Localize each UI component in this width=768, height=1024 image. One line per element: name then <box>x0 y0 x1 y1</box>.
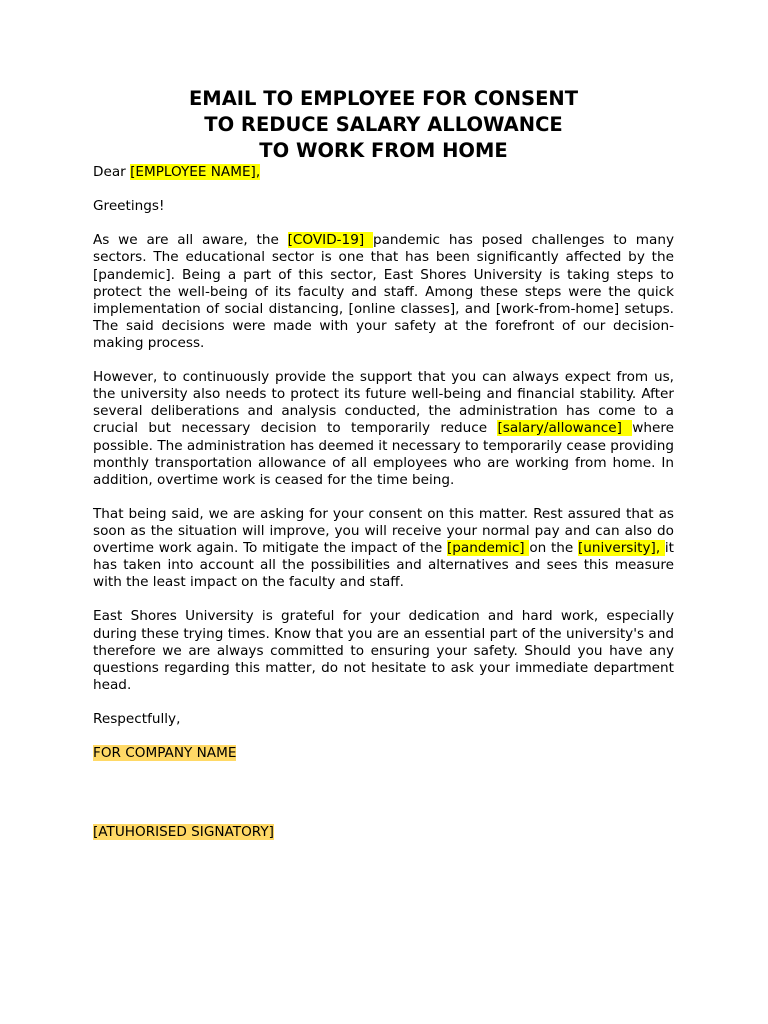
salutation-prefix: Dear <box>93 164 131 180</box>
paragraph-3-text-a: That being said, we are asking for your consent on this matter. Rest assured that as soon as the situation will improve, you will receive your normal pay and can also do overtime work again. To mitigate the impact of the <box>93 505 674 557</box>
covid-placeholder: [COVID-19] <box>287 232 373 249</box>
salary-allowance-placeholder: [salary/allowance] <box>497 420 633 437</box>
signatory-placeholder: [ATUHORISED SIGNATORY] <box>93 824 274 841</box>
employee-name-placeholder: [EMPLOYEE NAME], <box>130 164 261 180</box>
paragraph-2 <box>93 369 674 489</box>
letter-body <box>93 164 674 859</box>
paragraph-3-text-c: it has taken into account all the possibilities and alternatives and sees this measure with the least impact on the faculty and staff. <box>93 540 674 591</box>
company-line <box>93 745 674 762</box>
paragraph-1 <box>93 232 674 352</box>
salutation <box>93 164 674 181</box>
document-title <box>93 86 674 164</box>
paragraph-4: East Shores University is grateful for your dedication and hard work, especially during these trying times. Know that you are an essential part of the university's and therefore we are always committed to ensuring your safety. Should you have any questions regarding this matter, do not hesitate to ask your immediate department head. <box>93 608 674 693</box>
paragraph-1-text-a: As we are all aware, the <box>93 232 288 249</box>
title-line-3: TO WORK FROM HOME <box>259 139 508 162</box>
signatory-line <box>93 824 674 841</box>
company-name-placeholder: FOR COMPANY NAME <box>93 745 237 762</box>
title-line-2: TO REDUCE SALARY ALLOWANCE <box>204 113 563 136</box>
pandemic-placeholder: [pandemic] <box>446 540 530 557</box>
signature-space <box>93 779 674 824</box>
paragraph-2-text-b: where possible. The administration has deemed it necessary to temporarily cease providing monthly transportation allowance of all employees who are working from home. In addition, overtime work is ceased for the time being. <box>93 420 674 488</box>
paragraph-1-text-b: pandemic has posed challenges to many sectors. The educational sector is one that has been significantly affected by the [pandemic]. Being a part of this sector, East Shores University is taking steps to protect the well-being of its faculty and staff. Among these steps were the quick implementation of social distancing, [online classes], and [work-from-home] setups. The said decisions were made with your safety at the forefront of our decision-making process. <box>93 232 675 351</box>
paragraph-3 <box>93 506 674 591</box>
closing: Respectfully, <box>93 711 181 727</box>
university-placeholder: [university], <box>578 540 665 557</box>
title-line-1: EMAIL TO EMPLOYEE FOR CONSENT <box>188 87 579 110</box>
paragraph-3-text-b: on the <box>529 540 578 557</box>
paragraph-2-text-a: However, to continuously provide the support that you can always expect from us, the university also needs to protect its future well-being and financial stability. After several deliberations and analysis conducted, the administration has come to a crucial but necessary decision to temporarily reduce <box>93 369 674 437</box>
greeting: Greetings! <box>93 198 165 215</box>
